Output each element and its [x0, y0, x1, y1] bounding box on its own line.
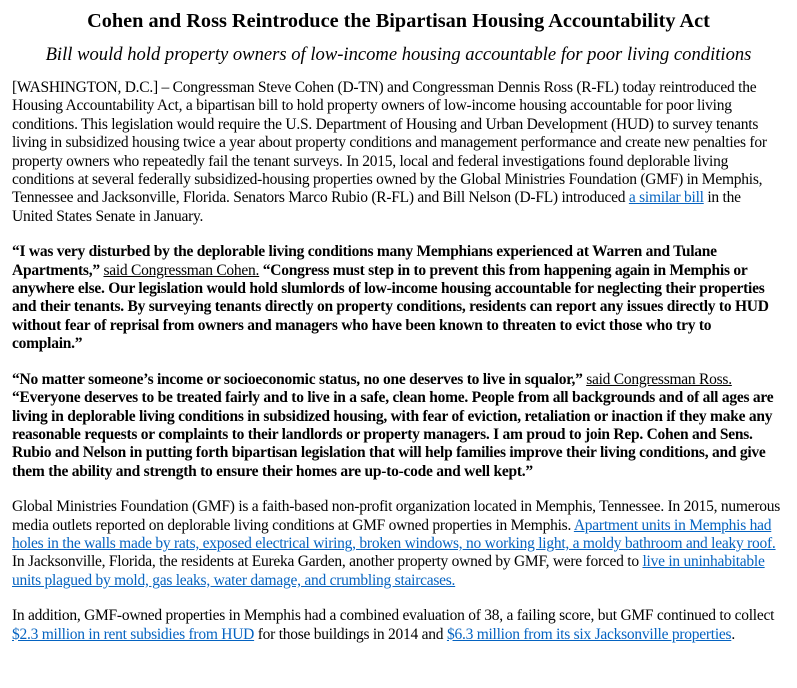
jacksonville-properties-link[interactable]: $6.3 million from its six Jacksonville properties [446, 625, 732, 643]
cohen-quote-paragraph [12, 243, 785, 353]
intro-text-a: [WASHINGTON, D.C.] – Congressman Steve Cohen (D-TN) and Congressman Dennis Ross (R-FL) today reintroduced the Housing Accountability Act, a bipartisan bill to hold property owners of low-income housing accountable for poor living conditions. This legislation would require the U.S. Department of Housing and Urban Development (HUD) to survey tenants living in subsidized housing twice a year about property conditions and management performance and create new penalties for property owners who repeatedly fail the tenant surveys. In 2015, local and federal investigations found deplorable living conditions at several federally subsidized-housing properties owned by the Global Ministries Foundation (GMF) in Memphis, Tennessee and Jacksonville, Florida. Senators Marco Rubio (R-FL) and Bill Nelson (D-FL) introduced [12, 79, 767, 207]
hud-subsidies-link[interactable]: $2.3 million in rent subsidies from HUD [12, 625, 255, 643]
subsidies-text-a: In addition, GMF-owned properties in Memphis had a combined evaluation of 38, a failing score, but GMF continued to collect [12, 607, 775, 625]
jacksonville-conditions-link[interactable]: live in uninhabitable units plagued by mold, gas leaks, water damage, and crumbling staircases. [12, 553, 765, 589]
ross-quote-paragraph [12, 371, 785, 481]
ross-quote-b: “Everyone deserves to be treated fairly and to live in a safe, clean home. People from all backgrounds and of all ages are living in deplorable living conditions in subsidized housing, with fear of eviction, retaliation or inaction if they make any reasonable requests or complaints to their landlords or property managers. I am proud to join Rep. Cohen and Sens. Rubio and Nelson in putting forth bipartisan legislation that will help families improve their living conditions, and give them the ability and strength to ensure their homes are up-to-code and well kept.” [12, 389, 774, 480]
gmf-text-b: In Jacksonville, Florida, the residents at Eureka Garden, another property owned by GMF, were forced to [12, 553, 643, 571]
similar-bill-link[interactable]: a similar bill [628, 189, 704, 207]
page-title: Cohen and Ross Reintroduce the Bipartisan Housing Accountability Act [87, 10, 710, 32]
said-cohen-link[interactable]: said Congressman Cohen. [103, 261, 260, 279]
said-ross-link[interactable]: said Congressman Ross. [586, 370, 732, 388]
gmf-text-a: Global Ministries Foundation (GMF) is a faith-based non-profit organization located in Memphis, Tennessee. In 2015, numerous media outlets reported on deplorable living conditions at GMF owned properties in Memphis. [12, 498, 781, 534]
cohen-quote-a: “I was very disturbed by the deplorable living conditions many Memphians experienced at Warren and Tulane Apartments,” [12, 243, 717, 279]
intro-text-b: in the United States Senate in January. [12, 189, 741, 225]
cohen-quote-b: “Congress must step in to prevent this from happening again in Memphis or anywhere else. Our legislation would hold slumlords of low-income housing accountable for neglecting their properties and their tenants. By surveying tenants directly on property conditions, residents can report any issues directly to HUD without fear of reprisal from owners and managers who have been known to threaten to evict those who try to complain.” [12, 261, 769, 353]
subsidies-paragraph [12, 607, 785, 644]
page-subtitle: Bill would hold property owners of low-income housing accountable for poor living conditions [45, 44, 752, 65]
memphis-conditions-link[interactable]: Apartment units in Memphis had holes in the walls made by rats, exposed electrical wiring, broken windows, no working light, a moldy bathroom and leaky roof. [12, 516, 776, 552]
intro-paragraph [12, 79, 785, 226]
subsidies-text-b: for those buildings in 2014 and [254, 625, 447, 643]
gmf-paragraph [12, 498, 785, 590]
subsidies-text-c: . [731, 625, 735, 643]
ross-quote-a: “No matter someone’s income or socioeconomic status, no one deserves to live in squalor,” [12, 370, 587, 388]
